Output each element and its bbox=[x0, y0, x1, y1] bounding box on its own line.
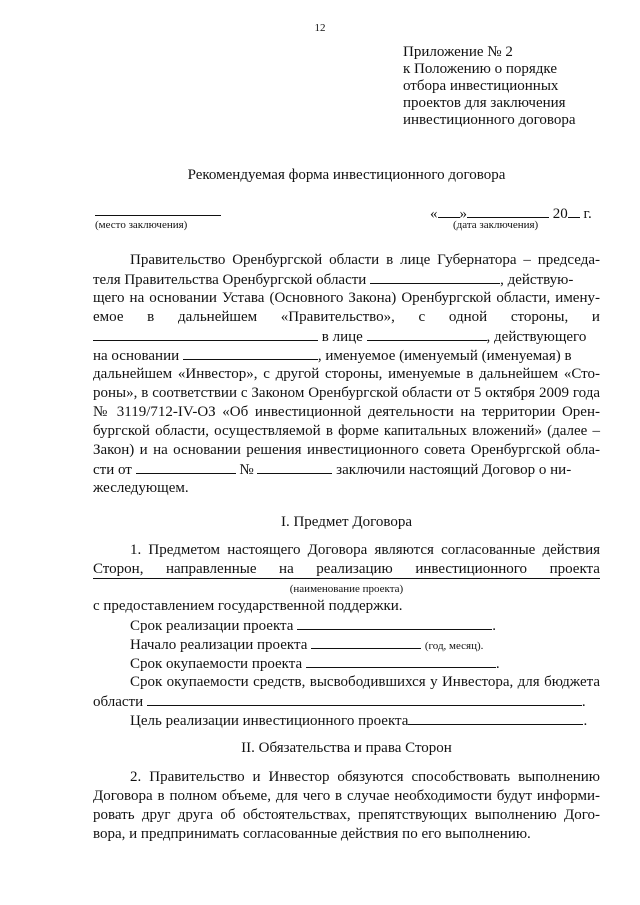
page-number: 12 bbox=[314, 22, 326, 34]
place-caption: (место заключения) bbox=[95, 219, 188, 231]
region-blank bbox=[147, 692, 582, 706]
decision-number-blank bbox=[257, 460, 332, 474]
governor-blank bbox=[370, 270, 500, 284]
appendix-line: к Положению о порядке bbox=[403, 61, 557, 77]
year-blank bbox=[568, 204, 580, 218]
section-heading: I. Предмет Договора bbox=[280, 514, 413, 530]
payback-line: Срок окупаемости проекта . bbox=[130, 656, 500, 672]
month-blank bbox=[467, 204, 549, 218]
section1-line: Сторон, направленные на реализацию инвестиционного проекта bbox=[93, 561, 600, 577]
payback-blank bbox=[306, 654, 496, 668]
start-line: Начало реализации проекта (год, месяц). bbox=[130, 637, 484, 653]
preamble-line: щего на основании Устава (Основного Закона) Оренбургской области, имену- bbox=[93, 290, 600, 306]
section2-line: ровать друг друга об обстоятельствах, препятствующих выполнению Дого- bbox=[93, 807, 600, 823]
date-open-quote: « bbox=[430, 206, 438, 222]
year-prefix: 20 bbox=[552, 206, 568, 222]
preamble-line: Закон) и на основании решения инвестиционного совета Оренбургской обла- bbox=[93, 442, 600, 458]
project-name-blank bbox=[93, 578, 600, 579]
appendix-line: отбора инвестиционных bbox=[403, 78, 559, 94]
date-close-quote: » bbox=[459, 206, 467, 222]
preamble-line: емое в дальнейшем «Правительство», с одной стороны, и bbox=[93, 309, 600, 325]
appendix-block bbox=[403, 44, 576, 129]
preamble-line: роны», в соответствии с Законом Оренбургской области от 5 октября 2009 года bbox=[93, 385, 600, 401]
investor-rep-blank bbox=[367, 327, 487, 341]
investor-org-blank bbox=[93, 327, 318, 341]
date-caption: (дата заключения) bbox=[453, 219, 539, 231]
preamble-line: в лице , действующего bbox=[93, 327, 600, 345]
term-blank bbox=[297, 616, 492, 630]
section1-line: Срок окупаемости средств, высвободившихся у Инвестора, для бюджета bbox=[130, 674, 600, 690]
preamble-line: бургской области, осуществляемой в форме капитальных вложений» (далее – bbox=[93, 423, 600, 439]
section2-line: вора, и предпринимать согласованные действия по его выполнению. bbox=[93, 826, 531, 842]
goal-line: Цель реализации инвестиционного проекта . bbox=[130, 713, 588, 729]
appendix-line: проектов для заключения bbox=[403, 95, 566, 111]
start-blank bbox=[311, 635, 421, 649]
appendix-line: инвестиционного договора bbox=[403, 112, 576, 128]
preamble-line: дальнейшем «Инвестор», с другой стороны, именуемые в дальнейшем «Сто- bbox=[93, 366, 600, 382]
section2-line: Договора в полном объеме, для чего в случае необходимости будут информи- bbox=[93, 788, 600, 804]
preamble-line: на основании , именуемое (именуемый (именуемая) в bbox=[93, 348, 572, 364]
region-line: области . bbox=[93, 694, 586, 710]
decision-date-blank bbox=[136, 460, 236, 474]
basis-blank bbox=[183, 346, 318, 360]
project-name-caption: (наименование проекта) bbox=[289, 583, 404, 595]
appendix-line: Приложение № 2 bbox=[403, 44, 513, 60]
preamble-line: теля Правительства Оренбургской области , действую- bbox=[93, 272, 574, 288]
preamble-line: Правительство Оренбургской области в лице Губернатора – председа- bbox=[130, 252, 600, 268]
section1-line: с предоставлением государственной поддержки. bbox=[93, 598, 403, 614]
term-line: Срок реализации проекта . bbox=[130, 618, 496, 634]
preamble-line: сти от № заключили настоящий Договор о ни- bbox=[93, 462, 572, 478]
year-suffix: г. bbox=[583, 206, 592, 222]
section-heading: II. Обязательства и права Сторон bbox=[241, 740, 452, 756]
section1-line: 1. Предметом настоящего Договора являются согласованные действия bbox=[130, 542, 600, 558]
place-blank bbox=[95, 207, 221, 216]
day-blank bbox=[438, 204, 460, 218]
document-title: Рекомендуемая форма инвестиционного договора bbox=[187, 167, 506, 183]
section2-line: 2. Правительство и Инвестор обязуются способствовать выполнению bbox=[130, 769, 600, 785]
preamble-line: № 3119/712-IV-ОЗ «Об инвестиционной деятельности на территории Орен- bbox=[93, 404, 600, 420]
goal-blank bbox=[408, 711, 583, 725]
preamble-line: жеследующем. bbox=[93, 480, 189, 496]
